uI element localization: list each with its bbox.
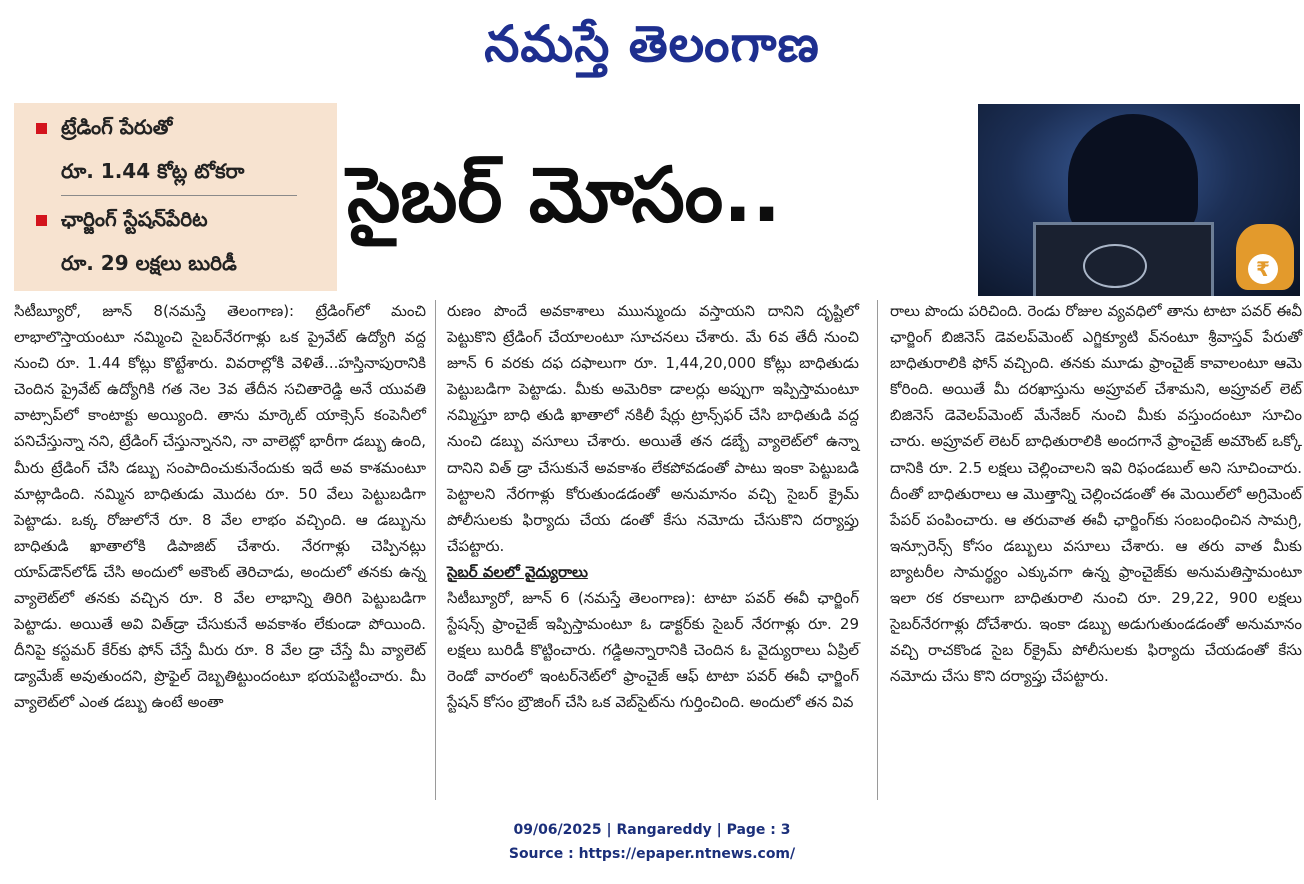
masthead — [0, 8, 1304, 80]
highlight-1-detail: రూ. 1.44 కోట్ల టోకరా — [61, 159, 245, 183]
hacker-photo — [978, 104, 1300, 296]
highlight-2-detail: రూ. 29 లక్షలు బురిడీ — [61, 251, 237, 275]
highlights-panel — [14, 103, 337, 291]
divider — [61, 195, 297, 196]
subheading: సైబర్ వలలో వైద్యురాలు — [447, 562, 588, 581]
newspaper-logo: నమస్తే తెలంగాణ — [484, 15, 820, 73]
column-divider — [877, 300, 878, 800]
article-column-1: సిటీబ్యూరో, జూన్ 8(నమస్తే తెలంగాణ): ట్రేడింగ్‌లో మంచి లాభాలొస్తాయంటూ నమ్మించి సైబర్‌నేరగాళ్లు ఒక ప్రైవేట్ ఉద్యోగి వద్ద నుంచి రూ. 1.44 కోట్లు కొట్టేశారు. వివరాల్లోకి వెళితే...హస్తినాపురానికి చెందిన ప్రైవేట్ ఉద్యోగికి గత నెల 3వ తేదీన సచితారెడ్డి అనే యువతి వాట్సాప్‌లో కాంటాక్టు అయ్యింది. తాను మార్కెట్ యాక్సెస్ కంపెనీలో పనిచేస్తున్నా నని, ట్రేడింగ్ చేస్తున్నానని, నా వాలెట్లో భారీగా డబ్బు ఉంది, మీరు ట్రేడింగ్ చేసి డబ్బు సంపాదించుకునేందుకు ఇదే అవ కాశమంటూ మాట్లాడింది. నమ్మిన బాధితుడు మొదట రూ. 50 వేలు పెట్టుబడిగా పెట్టాడు. ఒక్క రోజులోనే రూ. 8 వేల లాభం వచ్చింది. ఆ డబ్బును బాధితుడి ఖాతాలోకి డిపాజిట్ చేశారు. నేరగాళ్లు చెప్పినట్లు యాప్‌డౌన్‌లోడ్ చేసి అందులో అకౌంట్ తెరిచాడు, అందులో తనకు ఉన్న వ్యాలెట్‌లో తనకు వచ్చిన రూ. 8 వేల లాభాన్ని తిరిగి పెట్టుబడిగా పెట్టాడు. అయితే అవి విత్‌డ్రా చేసుకునే అవకాశం లేకుండా పోయింది. దీనిపై కస్టమర్ కేర్‌కు ఫోన్ చేస్తే మీరు రూ. 8 వేల డ్రా చేస్తే మీ వ్యాలెట్ డ్యామేజ్ అవుతుందని, ప్రొఫైల్ దెబ్బతిట్టుందంటూ భయపెట్టించారు. మీ వ్యాలెట్‌లో ఎంత డబ్బు ఉంటే అంతా — [14, 302, 426, 712]
rupee-icon: ₹ — [1248, 254, 1278, 284]
article-column-2: రుణం పొందే అవకాశాలు ముున్ముందు వస్తాయని దానిని దృష్టిలో పెట్టుకొని ట్రేడింగ్ చేయాలంటూ సూచనలు చేశారు. మే 6వ తేదీ నుంచి జూన్ 6 వరకు దఫ దఫాలుగా రూ. 1,44,20,000 కోట్లు బాధితుడు పెట్టుబడిగా పెట్టాడు. మీకు అమెరికా డాలర్లు అప్పుగా ఇప్పిస్తామంటూ నమ్మిస్తూ బాధి తుడి ఖాతాలో నకిలీ షేర్లు ట్రాన్స్‌ఫర్ చేసి బాధితుడి వద్ద నుంచి డబ్బు వసూలు చేశారు. అయితే తన డబ్బే వ్యాలెట్‌లో ఉన్నా దానిని విత్ డ్రా చేసుకునే అవకాశం లేకపోవడంతో పాటు ఇంకా పెట్టుబడి పెట్టాలని నేరగాళ్లు కోరుతుండడంతో అనుమానం వచ్చి సైబర్ క్రైమ్ పోలీసులకు ఫిర్యాదు చేయ డంతో కేసు నమోదు చేసుకొని దర్యాప్తు చేపట్టారు. సైబర్ వలలో వైద్యురాలు సిటీబ్యూరో, జూన్ 6 (నమస్తే తెలంగాణ): టాటా పవర్ ఈవీ ఛార్జింగ్ స్టేషన్స్ ఫ్రాంచైజ్ ఇప్పిస్తామంటూ ఓ డాక్టర్‌కు సైబర్ నేరగాళ్లు రూ. 29 లక్షలు బురిడీ కొట్టించారు. గడ్డిఅన్నారానికి చెందిన ఓ వైద్యురాలు ఏప్రిల్ రెండో వారంలో ఇంటర్‌నెట్‌లో ఫ్రాంచైజ్ ఆఫ్ టాటా పవర్ ఈవీ ఛార్జింగ్ స్టేషన్ కోసం బ్రౌజింగ్ చేసి ఒక వెబ్‌సైట్‌ను గుర్తించింది. అందులో తన వివ — [447, 302, 859, 712]
footer-dateline: 09/06/2025 | Rangareddy | Page : 3 — [513, 822, 791, 838]
highlight-2: ఛార్జింగ్ స్టేషన్‌పేరిట — [36, 207, 326, 236]
highlight-1: ట్రేడింగ్ పేరుతో — [36, 115, 326, 144]
column-divider — [435, 300, 436, 800]
article-column-3: రాలు పొందు పరిచింది. రెండు రోజుల వ్యవధిలో తాను టాటా పవర్ ఈవీ ఛార్జింగ్ బిజినెస్ డెవలప్‌మెంట్ ఎగ్జిక్యూటి వ్‌నంటూ శ్రీవాస్తవ్ పేరుతో బాధితురాలికి ఫోన్ వచ్చింది. తనకు మూడు ఫ్రాంచైజ్ కావాలంటూ ఆమె కోరింది. అయితే మీ దరఖాస్తును అప్రూవల్ చేశామని, అప్రూవల్ లెట్ బిజినెస్ డెవెలప్‌మెంట్ మేనేజర్ నుంచి మీకు వస్తుందంటూ సూచిం చారు. అప్రూవల్ లెటర్ బాధితురాలికి అందగానే ఫ్రాంచైజ్ అమౌంట్ ఒక్కో దానికి రూ. 2.5 లక్షలు చెల్లించాలని ఇవి రిఫండబుల్ అని సూచించారు. దీంతో బాధితురాలు ఆ మొత్తాన్ని చెల్లించడంతో ఈ మెయిల్‌లో అగ్రిమెంట్ పేపర్ పంపించారు. ఆ తరువాత ఈవీ ఛార్జింగ్‌కు సంబంధించిన సామగ్రి, ఇన్సూరెన్స్ కోసం డబ్బులు వసూలు చేశారు. ఆ తరు వాత మీకు బ్యాటరీల సామర్థ్యం ఎక్కువగా ఉన్న ఫ్రాంచైజ్‌కు అనుమతిస్తామంటూ ఇలా రక రకాలుగా బాధితురాలి నుంచి రూ. 29,22, 900 లక్షలు సైబర్‌నేరగాళ్లు దోచేశారు. ఇంకా డబ్బు అడుగుతుండడంతో అనుమానం వచ్చి రాచకొండ సైబ ర్‌క్రైమ్ పోలీసులకు ఫిర్యాదు చేయడంతో కేసు నమోదు చేసు కొని దర్యాప్తు చేపట్టారు. — [890, 302, 1302, 686]
encryption-seal — [1083, 244, 1147, 288]
bullet-square-icon — [36, 123, 47, 134]
bullet-square-icon — [36, 215, 47, 226]
headline: సైబర్ మోసం.. — [347, 150, 781, 239]
footer-source: Source : https://epaper.ntnews.com/ — [508, 846, 796, 862]
